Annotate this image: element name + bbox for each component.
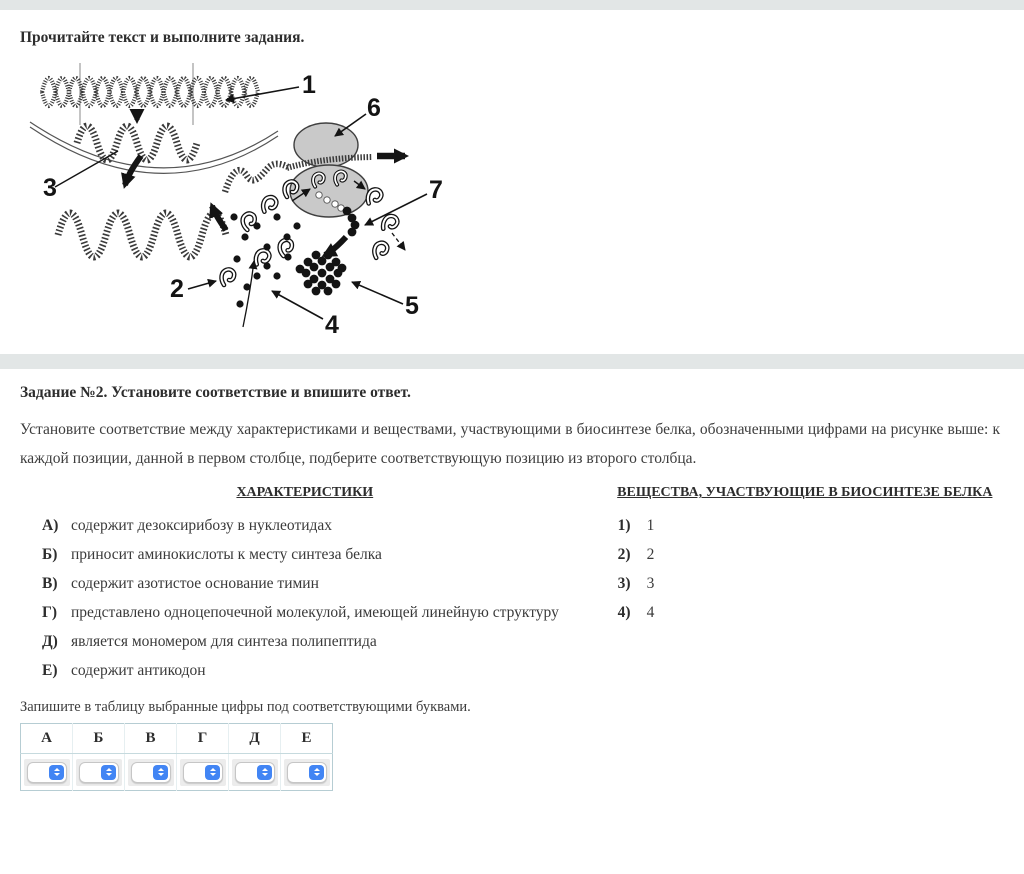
diagram-label-6: 6 — [367, 94, 381, 122]
answer-table — [20, 723, 333, 791]
diagram-label-2: 2 — [170, 275, 184, 303]
characteristic-item-a — [42, 515, 587, 537]
item-marker: 4) — [617, 604, 631, 621]
stepper-arrows-icon[interactable] — [309, 765, 324, 780]
answer-col-header-e: Е — [281, 724, 333, 754]
mrna-to-ribosome-arrow — [212, 206, 226, 230]
substances-header: ВЕЩЕСТВА, УЧАСТВУЮЩИЕ В БИОСИНТЕЗЕ БЕЛКА — [617, 485, 993, 500]
answer-input-a[interactable] — [24, 759, 70, 786]
substance-item-3 — [618, 573, 1000, 595]
characteristics-header: ХАРАКТЕРИСТИКИ — [236, 485, 374, 500]
answer-col-header-a: А — [21, 724, 73, 754]
item-text: 4 — [646, 604, 655, 621]
diagram-label-1: 1 — [302, 71, 316, 99]
item-text: 2 — [646, 546, 655, 563]
characteristic-item-v — [42, 573, 587, 595]
nuclear-envelope — [30, 122, 278, 173]
mrna-export-arrow — [125, 156, 141, 185]
answer-input-d[interactable] — [232, 759, 278, 786]
characteristic-item-g — [42, 602, 587, 624]
top-divider-bar — [0, 0, 1024, 10]
reading-section — [0, 10, 1024, 349]
answer-col-header-g: Г — [177, 724, 229, 754]
answer-instruction: Запишите в таблицу выбранные цифры под соответствующими буквами. — [20, 699, 471, 715]
item-marker: Г) — [42, 604, 58, 621]
substance-item-2 — [618, 544, 1000, 566]
answer-input-b[interactable] — [76, 759, 122, 786]
substance-item-4 — [618, 602, 1000, 624]
item-marker: 1) — [617, 517, 631, 534]
reading-instruction: Прочитайте текст и выполните задания. — [20, 29, 305, 46]
item-marker: Е) — [42, 662, 58, 679]
stepper-arrows-icon[interactable] — [153, 765, 168, 780]
characteristic-item-d — [42, 631, 587, 653]
matching-block — [20, 483, 1000, 689]
diagram-label-3: 3 — [43, 174, 57, 202]
item-text: является мономером для синтеза полипептида — [71, 633, 377, 650]
diagram-label-5: 5 — [405, 292, 419, 320]
characteristic-item-b — [42, 544, 587, 566]
stepper-arrows-icon[interactable] — [257, 765, 272, 780]
item-marker: 2) — [617, 546, 631, 563]
item-text: приносит аминокислоты к месту синтеза белка — [71, 546, 382, 563]
item-text: содержит азотистое основание тимин — [71, 575, 319, 592]
task-section — [0, 369, 1024, 791]
item-text: представлено одноцепочечной молекулой, имеющей линейную структуру — [71, 604, 559, 621]
diagram-label-4: 4 — [325, 311, 339, 339]
item-text: 3 — [646, 575, 655, 592]
item-marker: А) — [42, 517, 59, 534]
item-marker: В) — [42, 575, 58, 592]
characteristic-item-e — [42, 660, 587, 682]
item-text: содержит дезоксирибозу в нуклеотидах — [71, 517, 333, 534]
free-trna-icons — [222, 181, 298, 285]
substances-column — [610, 483, 1000, 689]
dna-helix — [42, 78, 258, 106]
item-marker: Б) — [42, 546, 58, 563]
exiting-trna-icons — [366, 188, 399, 259]
protein-globule — [296, 251, 347, 296]
ribosome — [287, 123, 372, 217]
polypeptide-chain — [343, 207, 360, 237]
answer-input-e[interactable] — [284, 759, 330, 786]
answer-input-g[interactable] — [180, 759, 226, 786]
task-description: Установите соответствие между характеристиками и веществами, участвующими в биосинтезе белка, обозначенными цифрами на рисунке выше: к каждой позиции, данной в первом столбце, подберите соответствующую позицию из второго столбца. — [20, 421, 1000, 467]
substance-item-1 — [618, 515, 1000, 537]
stepper-arrows-icon[interactable] — [205, 765, 220, 780]
stepper-arrows-icon[interactable] — [101, 765, 116, 780]
answer-input-v[interactable] — [128, 759, 174, 786]
task-heading: Задание №2. Установите соответствие и впишите ответ. — [20, 384, 411, 401]
diagram-label-7: 7 — [429, 176, 443, 204]
item-text: 1 — [646, 517, 655, 534]
answer-col-header-v: В — [125, 724, 177, 754]
section-divider-bar — [0, 354, 1024, 369]
answer-col-header-b: Б — [73, 724, 125, 754]
item-marker: Д) — [42, 633, 58, 650]
characteristics-column — [20, 483, 590, 689]
protein-synthesis-diagram — [20, 59, 460, 349]
stepper-arrows-icon[interactable] — [49, 765, 64, 780]
item-text: содержит антикодон — [71, 662, 206, 679]
mrna-entering-ribosome — [225, 164, 288, 192]
answer-col-header-d: Д — [229, 724, 281, 754]
mrna-strand — [58, 213, 226, 257]
item-marker: 3) — [617, 575, 631, 592]
